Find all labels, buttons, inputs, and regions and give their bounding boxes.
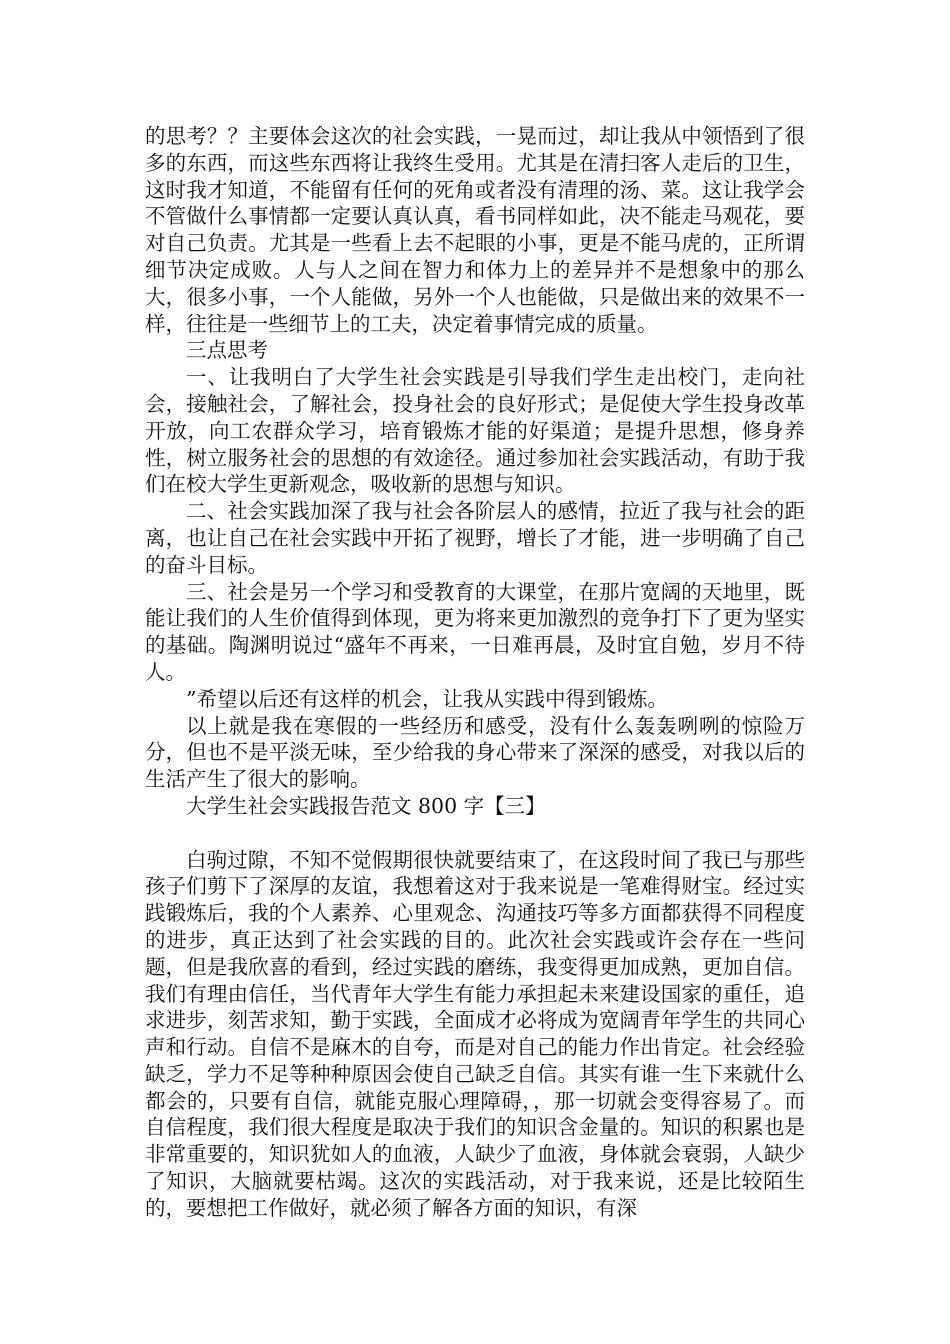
paragraph-thought-three: 三、社会是另一个学习和受教育的大课堂，在那片宽阔的天地里，既能让我们的人生价值得到体现，更为将来更加激烈的竞争打下了更为坚实的基础。陶渊明说过“盛年不再来，一日难再晨，及时宜自勉，岁月不待人。 xyxy=(145,579,805,684)
blank-line xyxy=(145,820,805,847)
paragraph-thought-one: 一、让我明白了大学生社会实践是引导我们学生走出校门，走向社会，接触社会，了解社会，投身社会的良好形式；是促使大学生投身改革开放，向工农群众学习，培育锻炼才能的好渠道；是提升思想，修身养性，树立服务社会的思想的有效途径。通过参加社会实践活动，有助于我们在校大学生更新观念，吸收新的思想与知识。 xyxy=(145,365,805,497)
paragraph-continuation: 的思考？？主要体会这次的社会实践，一晃而过，却让我从中领悟到了很多的东西，而这些东西将让我终生受用。尤其是在清扫客人走后的卫生，这时我才知道，不能留有任何的死角或者没有清理的汤、菜。这让我学会不管做什么事情都一定要认真认真，看书同样如此，决不能走马观花，要对自己负责。尤其是一些看上去不起眼的小事，更是不能马虎的，正所谓细节决定成败。人与人之间在智力和体力上的差异并不是想象中的那么大，很多小事，一个人能做，另外一个人也能做，只是做出来的效果不一样，往往是一些细节上的工夫，决定着事情完成的质量。 xyxy=(145,124,805,336)
paragraph-thought-two: 二、社会实践加深了我与社会各阶层人的感情，拉近了我与社会的距离，也让自己在社会实践中开拓了视野，增长了才能，进一步明确了自己的奋斗目标。 xyxy=(145,499,805,577)
paragraph-sample-three-body: 白驹过隙，不知不觉假期很快就要结束了，在这段时间了我已与那些孩子们剪下了深厚的友谊，我想着这对于我来说是一笔难得财宝。经过实践锻炼后，我的个人素养、心里观念、沟通技巧等多方面都获得不同程度的进步，真正达到了社会实践的目的。此次社会实践或许会存在一些问题，但是我欣喜的看到，经过实践的磨练，我变得更加成熟，更加自信。我们有理由信任，当代青年大学生有能力承担起未来建设国家的重任，追求进步，刻苦求知，勤于实践，全面成才必将成为宽阔青年学生的共同心声和行动。自信不是麻木的自夸，而是对自己的能力作出肯定。社会经验缺乏，学力不足等种种原因会使自己缺乏自信。其实有谁一生下来就什么都会的，只要有自信，就能克服心理障碍，，那一切就会变得容易了。而自信程度，我们很大程度是取决于我们的知识含金量的。知识的积累也是非常重要的，知识犹如人的血液，人缺少了血液，身体就会衰弱，人缺少了知识，大脑就要枯竭。这次的实践活动，对于我来说，还是比较陌生的，要想把工作做好，就必须了解各方面的知识，有深 xyxy=(145,847,805,1220)
section-heading-sample-three: 大学生社会实践报告范文 800 字【三】 xyxy=(186,793,546,818)
section-heading-three-thoughts: 三点思考 xyxy=(186,338,268,363)
paragraph-quote-end: ”希望以后还有这样的机会，让我从实践中得到锻炼。 xyxy=(186,686,668,711)
paragraph-summary: 以上就是我在寒假的一些经历和感受，没有什么轰轰咧咧的惊险万分，但也不是平淡无味，至少给我的身心带来了深深的感受，对我以后的生活产生了很大的影响。 xyxy=(145,713,805,792)
document-body xyxy=(145,123,805,1222)
